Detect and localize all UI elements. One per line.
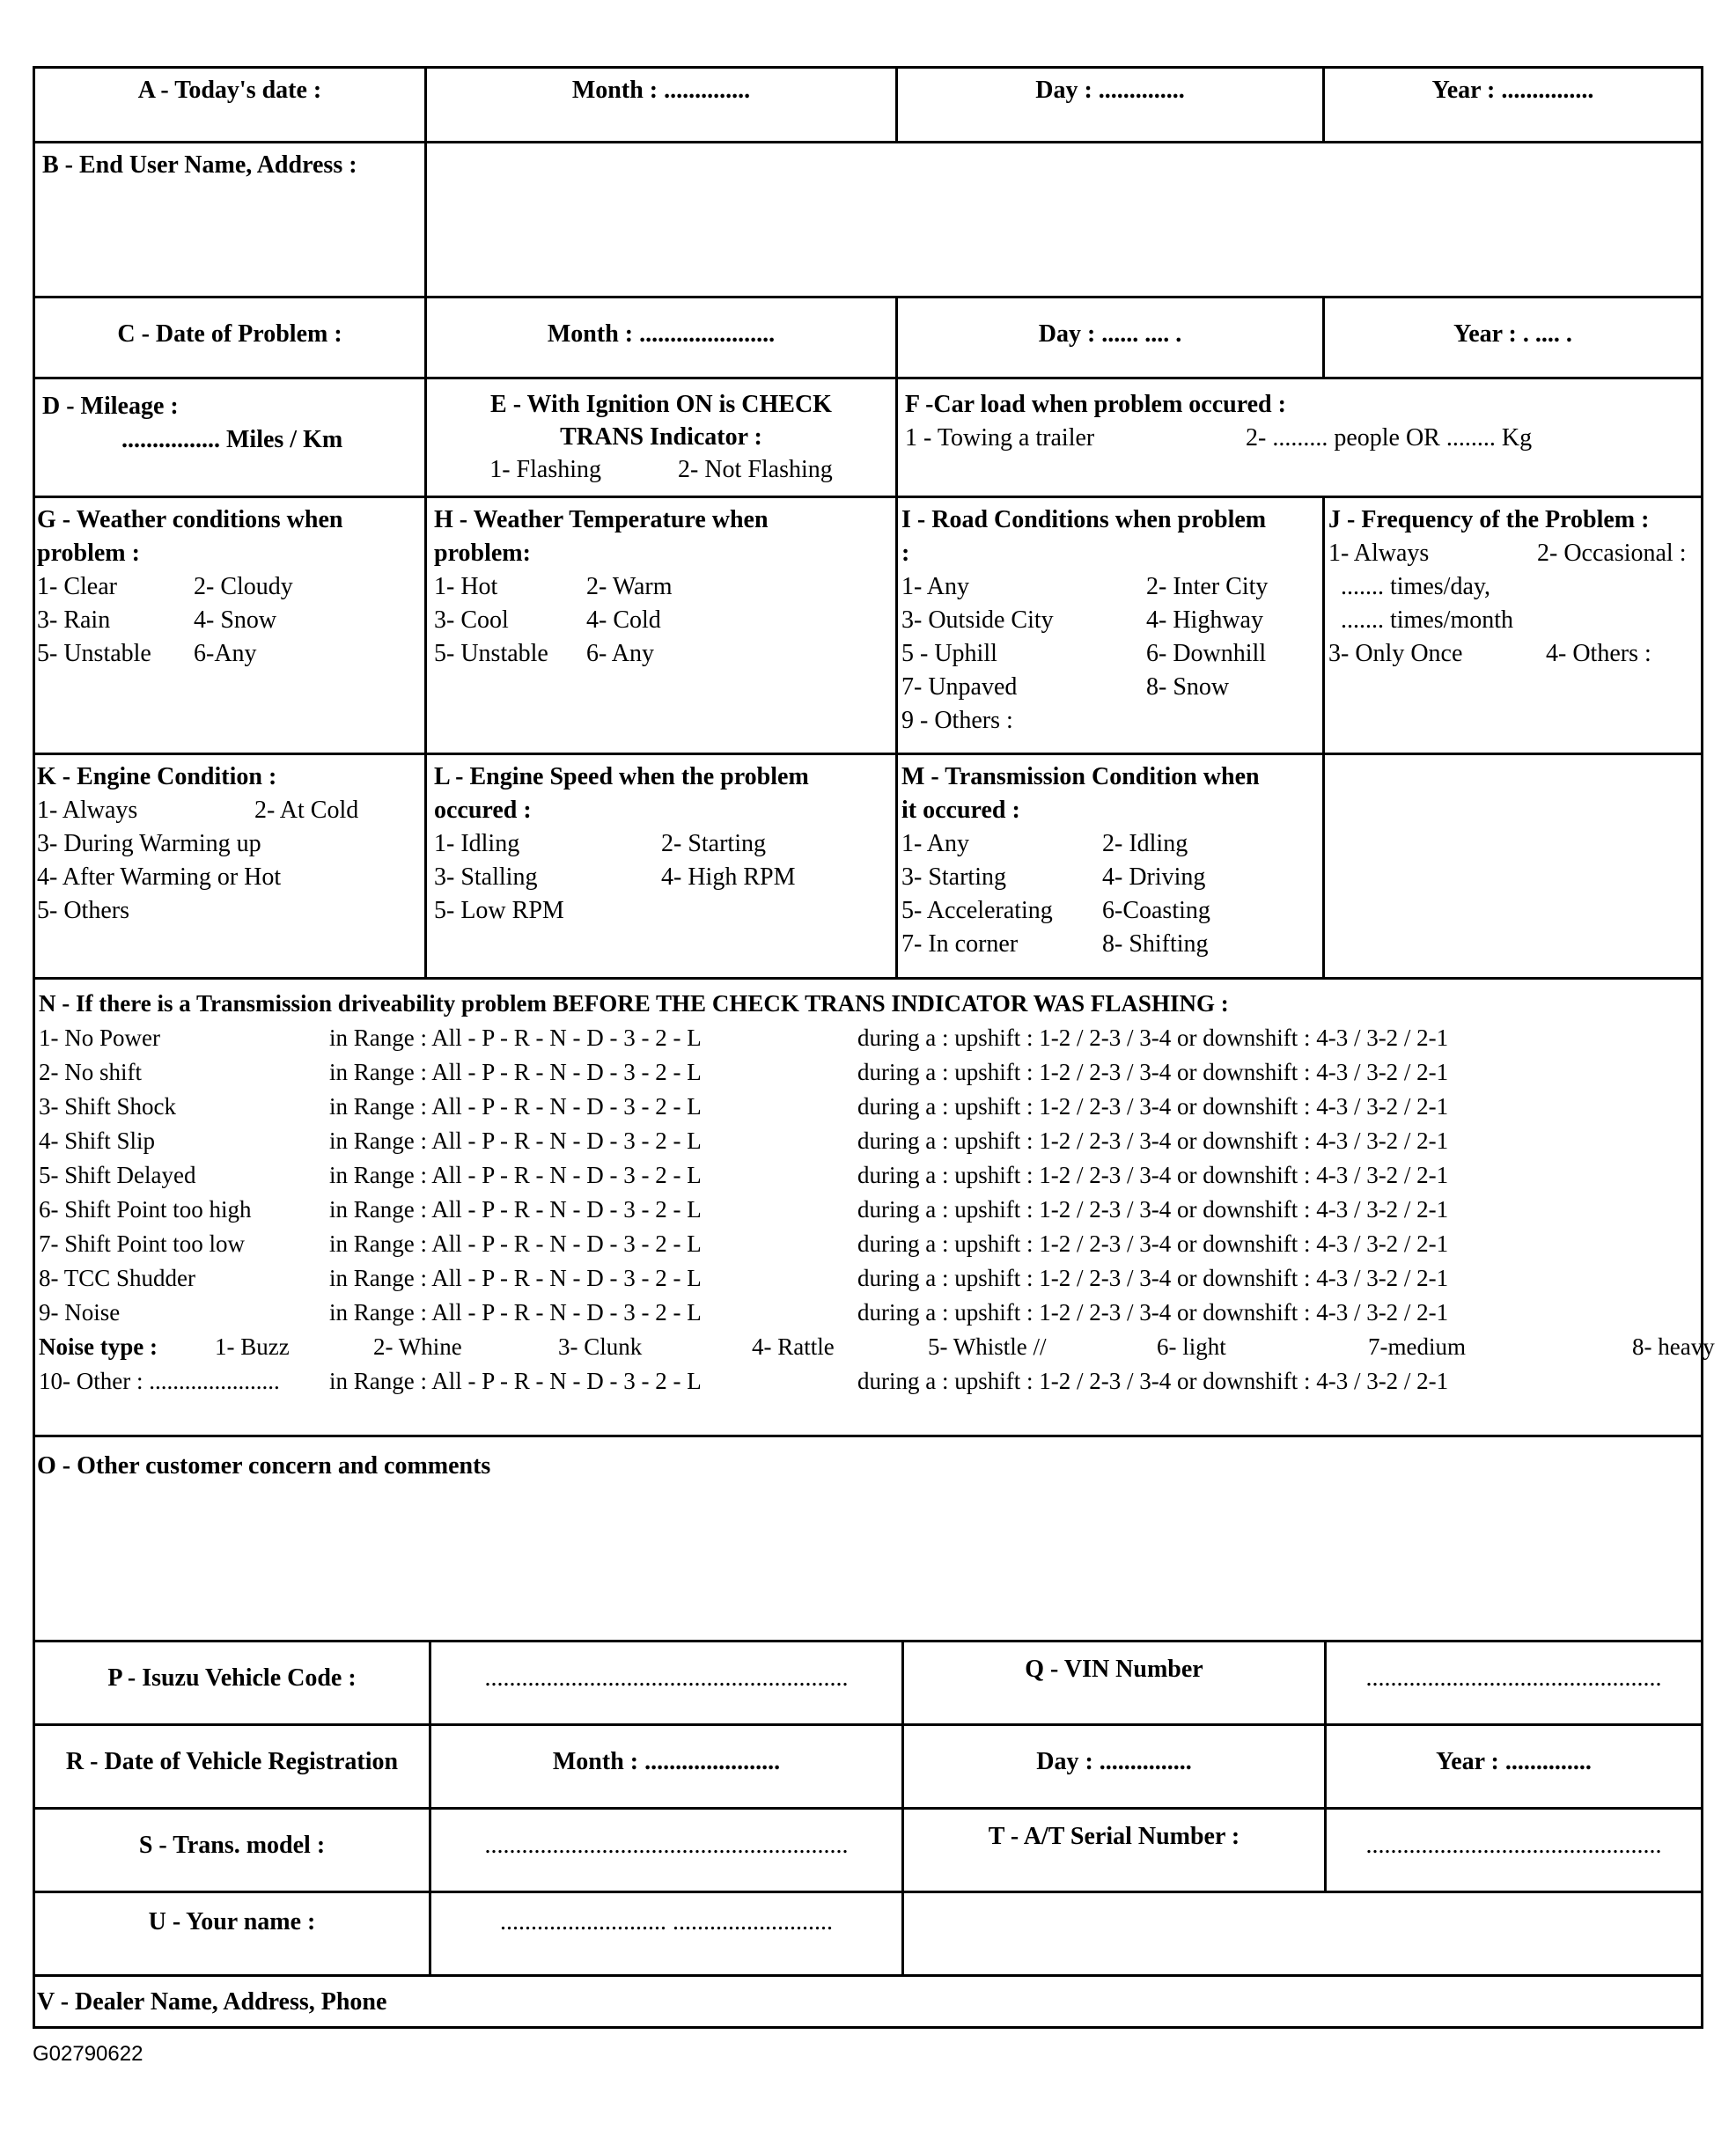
end-user-label: B - End User Name, Address : [35,143,427,298]
customer-comments-field[interactable]: O - Other customer concern and comments [35,1437,1701,1642]
road-conditions-label-1: I - Road Conditions when problem [901,506,1267,533]
road-opt[interactable]: 1- Any [901,573,969,600]
dealer-info-field[interactable]: V - Dealer Name, Address, Phone [37,1988,387,2016]
road-opt[interactable]: 5 - Uphill [901,640,997,667]
weather-conditions-label-2: problem : [37,540,140,567]
mileage-cell[interactable] [35,379,427,498]
speed-opt[interactable]: 4- High RPM [661,863,796,891]
vin-number-field[interactable]: ................................................ [1327,1642,1701,1726]
check-trans-indicator-cell [427,379,898,498]
today-date-month-field[interactable]: Month : .............. [427,69,898,143]
engine-speed-label-2: occured : [434,797,532,824]
temperature-opt[interactable]: 3- Cool [434,606,509,634]
engine-speed-label-1: L - Engine Speed when the problem [434,763,809,790]
vin-number-label: Q - VIN Number [904,1642,1327,1726]
transmission-condition-label-1: M - Transmission Condition when [901,763,1260,790]
frequency-per-month[interactable]: ....... times/month [1341,606,1513,634]
temperature-opt[interactable]: 4- Cold [586,606,661,634]
road-opt[interactable]: 2- Inter City [1146,573,1269,600]
weather-opt[interactable]: 2- Cloudy [194,573,293,600]
temperature-opt[interactable]: 5- Unstable [434,640,548,667]
weather-opt[interactable]: 5- Unstable [37,640,151,667]
road-opt[interactable]: 6- Downhill [1146,640,1267,667]
frequency-always[interactable]: 1- Always [1328,540,1430,567]
transmission-opt[interactable]: 8- Shifting [1102,930,1209,958]
engine-opt[interactable]: 1- Always [37,797,138,824]
temperature-opt[interactable]: 1- Hot [434,573,498,600]
registration-date-label: R - Date of Vehicle Registration [35,1726,431,1810]
transmission-opt[interactable]: 7- In corner [901,930,1019,958]
today-date-day-field[interactable]: Day : .............. [898,69,1325,143]
mileage-value: ................ Miles / Km [121,426,343,453]
speed-opt[interactable]: 3- Stalling [434,863,538,891]
engine-opt[interactable]: 2- At Cold [254,797,359,824]
problem-row[interactable]: 9- Noise in Range : All - P - R - N - D - 3 - 2 - L during a : upshift : 1-2 / 2-3 / 3-4 or downshift : 4-3 / 3-2 / 2-1 [39,1299,1449,1326]
noise-type-row[interactable]: Noise type : 1- Buzz 2- Whine 3- Clunk 4- Rattle 5- Whistle // 6- light 7-medium 8- heavy [39,1333,1715,1360]
problem-row[interactable]: 1- No Power in Range : All - P - R - N - D - 3 - 2 - L during a : upshift : 1-2 / 2-3 / 3-4 or downshift : 4-3 / 3-2 / 2-1 [39,1025,1449,1051]
temperature-opt[interactable]: 2- Warm [586,573,673,600]
problem-row[interactable]: 7- Shift Point too low in Range : All - P - R - N - D - 3 - 2 - L during a : upshift : 1-2 / 2-3 / 3-4 or downshift : 4-3 / 3-2 / 2-1 [39,1230,1449,1257]
trans-model-field[interactable]: ........................................................... [431,1810,904,1893]
engine-opt[interactable]: 3- During Warming up [37,830,261,857]
engine-opt[interactable]: 5- Others [37,897,129,924]
frequency-others[interactable]: 4- Others : [1546,640,1651,667]
at-serial-number-field[interactable]: ................................................ [1327,1810,1701,1893]
road-opt-others[interactable]: 9 - Others : [901,707,1013,734]
engine-condition-cell [35,755,427,980]
problem-row[interactable]: 6- Shift Point too high in Range : All - P - R - N - D - 3 - 2 - L during a : upshift : 1-2 / 2-3 / 3-4 or downshift : 4-3 / 3-2 / 2-1 [39,1196,1449,1223]
problem-row[interactable]: 2- No shift in Range : All - P - R - N - D - 3 - 2 - L during a : upshift : 1-2 / 2-3 / 3-4 or downshift : 4-3 / 3-2 / 2-1 [39,1059,1449,1085]
empty-cell [904,1893,1701,1977]
option-towing-trailer[interactable]: 1 - Towing a trailer [905,424,1095,452]
weather-opt[interactable]: 3- Rain [37,606,111,634]
vehicle-code-field[interactable]: ........................................................... [431,1642,904,1726]
vehicle-code-label: P - Isuzu Vehicle Code : [35,1642,431,1726]
weather-opt[interactable]: 6-Any [194,640,257,667]
car-load-cell [898,379,1701,498]
transmission-opt[interactable]: 2- Idling [1102,830,1188,857]
transmission-opt[interactable]: 4- Driving [1102,863,1206,891]
engine-opt[interactable]: 4- After Warming or Hot [37,863,282,891]
problem-date-label: C - Date of Problem : [35,298,427,379]
weather-temperature-cell [427,498,898,755]
your-name-field[interactable]: ........................... .......................... [431,1893,904,1977]
car-load-label: F -Car load when problem occured : [905,391,1286,418]
weather-temperature-label-2: problem: [434,540,531,567]
weather-conditions-label-1: G - Weather conditions when [37,506,343,533]
weather-opt[interactable]: 1- Clear [37,573,117,600]
check-trans-label-1: E - With Ignition ON is CHECK [490,391,832,418]
option-not-flashing[interactable]: 2- Not Flashing [678,456,833,483]
your-name-label: U - Your name : [35,1893,431,1977]
end-user-field[interactable] [427,143,1701,298]
problem-row[interactable]: 5- Shift Delayed in Range : All - P - R - N - D - 3 - 2 - L during a : upshift : 1-2 / 2-3 / 3-4 or downshift : 4-3 / 3-2 / 2-1 [39,1162,1449,1188]
transmission-opt[interactable]: 3- Starting [901,863,1006,891]
problem-date-month-field[interactable]: Month : ...................... [427,298,898,379]
problem-row-other[interactable]: 10- Other : ...................... in Range : All - P - R - N - D - 3 - 2 - L during a : upshift : 1-2 / 2-3 / 3-4 or downshift : 4-3 / 3-2 / 2-1 [39,1368,1449,1394]
problem-date-year-field[interactable]: Year : . .... . [1325,298,1701,379]
transmission-opt[interactable]: 6-Coasting [1102,897,1210,924]
registration-month-field[interactable]: Month : ...................... [431,1726,904,1810]
speed-opt[interactable]: 2- Starting [661,830,766,857]
trans-model-label: S - Trans. model : [35,1810,431,1893]
customer-questionnaire-form [33,66,1715,2029]
road-opt[interactable]: 7- Unpaved [901,673,1018,701]
weather-opt[interactable]: 4- Snow [194,606,277,634]
road-opt[interactable]: 4- Highway [1146,606,1263,634]
today-date-year-field[interactable]: Year : ............... [1325,69,1701,143]
frequency-occasional[interactable]: 2- Occasional : [1537,540,1687,567]
weather-temperature-label-1: H - Weather Temperature when [434,506,769,533]
speed-opt[interactable]: 1- Idling [434,830,520,857]
weather-conditions-cell [35,498,427,755]
problem-date-day-field[interactable]: Day : ...... .... . [898,298,1325,379]
road-conditions-label-2: : [901,540,910,567]
registration-year-field[interactable]: Year : .............. [1327,1726,1701,1810]
transmission-condition-label-2: it occured : [901,797,1020,824]
transmission-condition-cell [898,755,1325,980]
problem-row[interactable]: 8- TCC Shudder in Range : All - P - R - N - D - 3 - 2 - L during a : upshift : 1-2 / 2-3 / 3-4 or downshift : 4-3 / 3-2 / 2-1 [39,1265,1449,1291]
driveability-heading: N - If there is a Transmission driveability problem BEFORE THE CHECK TRANS INDICATOR WAS FLASHING : [39,990,1229,1017]
frequency-cell [1325,498,1701,755]
engine-condition-label: K - Engine Condition : [37,763,277,790]
speed-opt[interactable]: 5- Low RPM [434,897,564,924]
today-date-label: A - Today's date : [35,69,427,143]
frequency-label: J - Frequency of the Problem : [1328,506,1650,533]
engine-speed-cell [427,755,898,980]
at-serial-number-label: T - A/T Serial Number : [904,1810,1327,1893]
option-flashing[interactable]: 1- Flashing [489,456,601,483]
mileage-label: D - Mileage : [42,393,179,420]
road-conditions-cell [898,498,1325,755]
frequency-only-once[interactable]: 3- Only Once [1328,640,1463,667]
road-opt[interactable]: 8- Snow [1146,673,1230,701]
temperature-opt[interactable]: 6- Any [586,640,654,667]
option-people-kg[interactable]: 2- ......... people OR ........ Kg [1246,424,1533,452]
road-opt[interactable]: 3- Outside City [901,606,1054,634]
figure-code: G02790622 [33,2042,143,2066]
frequency-per-day[interactable]: ....... times/day, [1341,573,1491,600]
problem-row[interactable]: 4- Shift Slip in Range : All - P - R - N - D - 3 - 2 - L during a : upshift : 1-2 / 2-3 / 3-4 or downshift : 4-3 / 3-2 / 2-1 [39,1127,1449,1154]
empty-cell [1325,755,1701,980]
check-trans-label-2: TRANS Indicator : [560,423,762,451]
transmission-opt[interactable]: 5- Accelerating [901,897,1053,924]
registration-day-field[interactable]: Day : ............... [904,1726,1327,1810]
problem-row[interactable]: 3- Shift Shock in Range : All - P - R - N - D - 3 - 2 - L during a : upshift : 1-2 / 2-3 / 3-4 or downshift : 4-3 / 3-2 / 2-1 [39,1093,1449,1120]
driveability-problem-section [35,980,1715,1437]
transmission-opt[interactable]: 1- Any [901,830,969,857]
